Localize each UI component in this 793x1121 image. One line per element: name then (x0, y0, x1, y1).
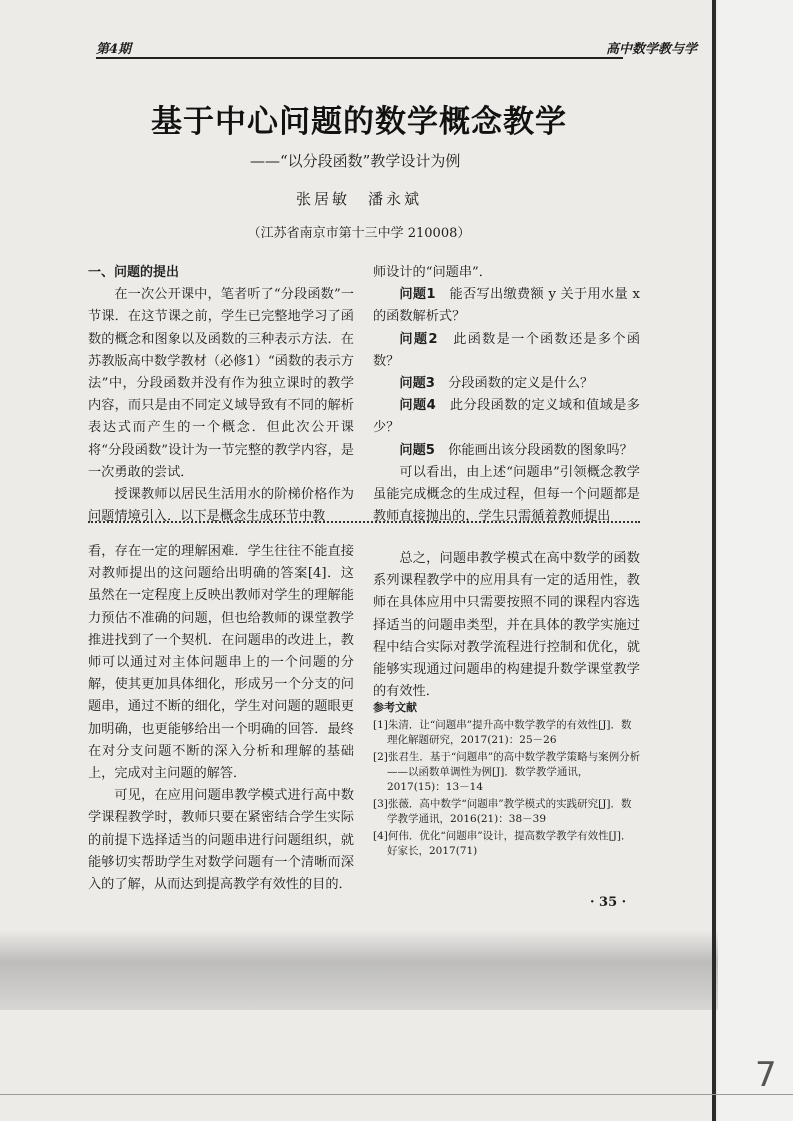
paragraph: 授课教师以居民生活用水的阶梯价格作为问题情境引入．以下是概念生成环节中教 (88, 487, 354, 525)
paragraph: 师设计的“问题串”． (373, 265, 492, 280)
question-5 (373, 440, 640, 462)
question-label: 问题4 (399, 398, 436, 414)
header-rule (96, 57, 623, 59)
column-top-right (373, 262, 640, 528)
question-text: 能否写出缴费额 y 关于用水量 x 的函数解析式？ (373, 287, 640, 325)
article-affiliation: （江苏省南京市第十三中学 210008） (247, 226, 471, 241)
reference-item: [2]张君生．基于“问题串”的高中数学教学策略与案例分析——以函数单调性为例[J]．数学教学通讯，2017(15)：13－14 (373, 751, 641, 793)
paragraph: 总之，问题串教学模式在高中数学的函数系列课程教学中的应用具有一定的适用性，教师在具体应用中只需要按照不同的课程内容选择适当的问题串类型，并在具体的教学实施过程中结合实际对教学流程进行控制和优化，就能够实现通过问题串的构建提升数学课堂教学的有效性． (373, 551, 640, 700)
question-label: 问题5 (399, 442, 435, 458)
column-bottom-right (373, 548, 640, 703)
question-label: 问题2 (399, 331, 438, 347)
question-label: 问题1 (399, 287, 436, 303)
references (373, 700, 641, 861)
question-1 (373, 284, 640, 328)
page-fold-shadow (0, 930, 718, 1010)
page-break-divider (88, 521, 640, 523)
handwritten-number: 7 (755, 1055, 777, 1095)
question-text: 此函数是一个函数还是多个函数？ (373, 331, 641, 369)
paragraph: 可以看出，由上述“问题串”引领概念教学虽能完成概念的生成过程，但每一个问题都是教师直接抛出的，学生只需循着教师提出 (373, 464, 640, 525)
reference-item: [4]何伟．优化“问题串”设计，提高数学教学有效性[J]．好家长，2017(71) (373, 830, 632, 857)
article-title: 基于中心问题的数学概念教学 (151, 104, 567, 140)
article-authors: 张居敏 潘永斌 (295, 190, 422, 208)
binding-edge (712, 0, 716, 1121)
question-4 (373, 395, 640, 439)
issue-label: 第4期 (96, 42, 132, 57)
reference-item: [3]张薇．高中数学“问题串”教学模式的实践研究[J]．数学教学通讯，2016(21)：38－39 (373, 798, 632, 825)
scan-bottom-edge (0, 1094, 793, 1095)
paragraph: 可见，在应用问题串教学模式进行高中数学课程教学时，教师只要在紧密结合学生实际的前提下选择适当的问题串进行问题组织，就能够切实帮助学生对数学问题有一个清晰而深入的了解，从而达到提高教学有效性的目的． (88, 788, 354, 893)
question-text: 此分段函数的定义域和值域是多少？ (373, 398, 640, 436)
article-subtitle: ——“以分段函数”教学设计为例 (250, 152, 461, 170)
journal-name: 高中数学教与学 (605, 42, 697, 57)
column-top-left (88, 262, 354, 528)
section-heading: 一、问题的提出 (88, 265, 180, 280)
question-text: 分段函数的定义是什么？ (448, 376, 594, 392)
paragraph: 在一次公开课中，笔者听了“分段函数”一节课．在这节课之前，学生已完整地学习了函数的概念和图象以及函数的三种表示方法．在苏教版高中数学教材（必修1）“函数的表示方法”中，分段函数并没有作为独立课时的教学内容，而只是由不同定义域导致有不同的解析表达式而产生的一个概念．但此次公开课将“分段函数”设计为一节完整的教学内容，是一次勇敢的尝试． (88, 287, 354, 480)
column-bottom-left (88, 541, 354, 896)
question-text: 你能画出该分段函数的图象吗？ (448, 442, 633, 458)
question-label: 问题3 (399, 376, 435, 392)
references-title: 参考文献 (373, 701, 417, 714)
question-2 (373, 329, 640, 373)
paragraph: 看，存在一定的理解困难．学生往往不能直接对教师提出的这问题给出明确的答案[4]．这虽然在一定程度上反映出教师对学生的理解能力预估不准确的问题，但也给教师的课堂教学推进找到了一个契机．在问题串的改进上，教师可以通过对主体问题串上的一个问题的分解，使其更加具体细化，形成另一个分支的问题串，通过不断的细化，学生对问题的题眼更加明确，也更能够给出一个明确的回答．最终在对分支问题不断的深入分析和理解的基础上，完成对主问题的解答． (88, 544, 354, 782)
page-number: · 35 · (590, 895, 627, 910)
reference-item: [1]朱清．让“问题串”提升高中数学教学的有效性[J]．数理化解题研究，2017(21)：25－26 (373, 719, 632, 746)
question-3 (373, 373, 640, 395)
